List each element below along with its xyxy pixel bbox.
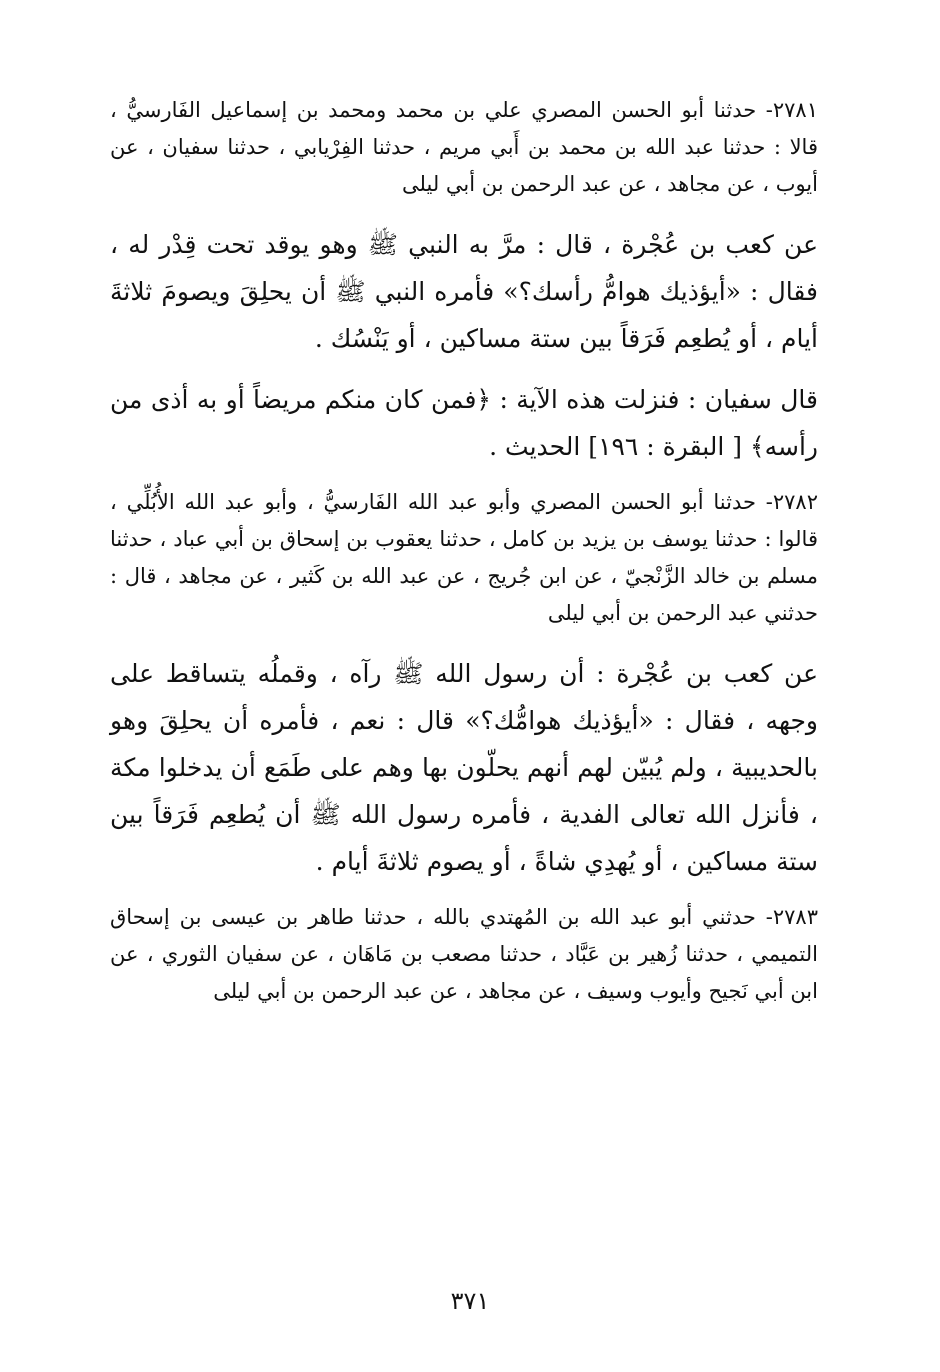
page-number: ٣٧١ — [450, 1287, 490, 1315]
hadith-2782-matn: عن كعب بن عُجْرة : أن رسول الله ﷺ رآه ، وقملُه يتساقط على وجهه ، فقال : «أيؤذيك هوامُّك؟» قال : نعم ، فأمره أن يحلِقَ وهو بالحديبية ، ولم يُبيّن لهم أنهم يحلّون بها وهم على طَمَع أن يدخلوا مكة ، فأنزل الله تعالى الفدية ، فأمره رسول الله ﷺ أن يُطعِم فَرَقاً بين ستة مساكين ، أو يُهدِي شاةً ، أو يصوم ثلاثةَ أيام . — [110, 659, 818, 876]
hadith-2783-isnad: ٢٧٨٣- حدثني أبو عبد الله بن المُهتدي بالله ، حدثنا طاهر بن عيسى بن إسحاق التميمي ، حدثنا زُهير بن عَبَّاد ، حدثنا مصعب بن مَاهَان ، عن سفيان الثوري ، عن ابن أبي نَجيح وأيوب وسيف ، عن مجاهد ، عن عبد الرحمن بن أبي ليلى — [110, 905, 818, 1003]
hadith-2782-isnad: ٢٧٨٢- حدثنا أبو الحسن المصري وأبو عبد الله الفَارسيُّ ، وأبو عبد الله الأُبُلِّي ، قالوا : حدثنا يوسف بن يزيد بن كامل ، حدثنا يعقوب بن إسحاق بن أبي عباد ، حدثنا مسلم بن خالد الزَّنْجيّ ، عن ابن جُريج ، عن عبد الله بن كَثير ، عن مجاهد ، قال : حدثني عبد الرحمن بن أبي ليلى — [110, 490, 818, 625]
hadith-2781-isnad: ٢٧٨١- حدثنا أبو الحسن المصري علي بن محمد ومحمد بن إسماعيل الفَارسيُّ ، قالا : حدثنا عبد الله بن محمد بن أَبي مريم ، حدثنا الفِرْيابي ، حدثنا سفيان ، عن أيوب ، عن مجاهد ، عن عبد الرحمن بن أبي ليلى — [110, 98, 818, 196]
hadith-2781-sufyan-note: قال سفيان : فنزلت هذه الآية : ﴿فمن كان منكم مريضاً أو به أذى من رأسه﴾ [ البقرة : ١٩٦] الحديث . — [110, 385, 818, 461]
page-body — [110, 92, 818, 1028]
hadith-2781-matn: عن كعب بن عُجْرة ، قال : مرَّ به النبي ﷺ وهو يوقد تحت قِدْر له ، فقال : «أيؤذيك هوامُّ رأسك؟» فأمره النبي ﷺ أن يحلِقَ ويصومَ ثلاثةَ أيام ، أو يُطعِم فَرَقاً بين ستة مساكين ، أو يَنْسُك . — [110, 230, 818, 353]
